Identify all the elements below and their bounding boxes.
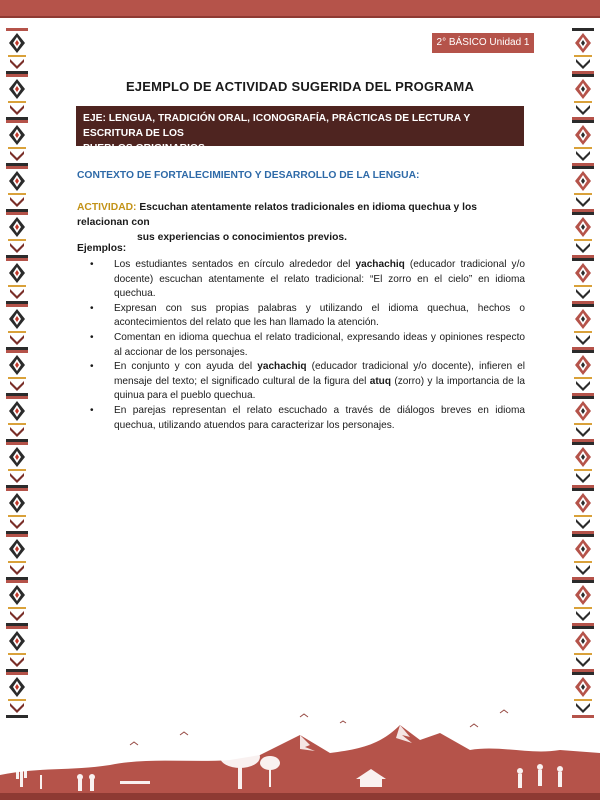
bottom-landscape-illustration <box>0 705 600 800</box>
ejemplos-list <box>77 258 525 433</box>
actividad-text-line-2: sus experiencias o conocimientos previos. <box>137 232 348 243</box>
item-text: En conjunto y con ayuda del <box>114 361 258 373</box>
actividad-label: ACTIVIDAD: <box>77 202 137 213</box>
item-text: Los estudiantes sentados en círculo alrededor del <box>114 259 356 270</box>
page-title: EJEMPLO DE ACTIVIDAD SUGERIDA DEL PROGRAMA <box>125 79 475 94</box>
item-bold-term: yachachiq <box>257 361 307 373</box>
item-text: (educador tradicional y/o docente) escuchan atentamente el relato tradicional: “El zorro en el cielo” en idioma quechua. <box>114 259 525 300</box>
item-text: Comentan en idioma quechua el relato tradicional, expresando ideas y opiniones respecto al accionar de los personajes. <box>114 331 525 358</box>
context-heading: CONTEXTO DE FORTALECIMIENTO Y DESARROLLO DE LA LENGUA: <box>77 170 420 181</box>
bullet-icon: • <box>90 259 94 270</box>
list-item <box>77 360 525 404</box>
bullet-icon: • <box>90 404 94 416</box>
item-text: En parejas representan el relato escuchado a través de diálogos breves en idioma quechua, utilizando atuendos para caracterizar los personajes. <box>114 404 525 431</box>
bullet-icon: • <box>90 331 94 343</box>
eje-box <box>76 106 524 154</box>
left-woven-border <box>6 28 28 718</box>
list-item <box>77 404 525 433</box>
eje-line-2: PUEBLOS ORIGINARIOS. <box>83 143 208 154</box>
bullet-icon: • <box>90 302 94 314</box>
item-bold-term: yachachiq <box>355 259 405 270</box>
list-item <box>77 302 525 331</box>
unit-badge: 2° BÁSICO Unidad 1 <box>432 33 534 53</box>
list-item <box>77 258 525 302</box>
item-text: (zorro) y la importancia de la quinua para el pueblo quechua. <box>114 375 525 402</box>
actividad-block <box>77 200 527 245</box>
item-text: (educador tradicional y/o docente), infieren el mensaje del texto; el significado cultural de la figura del <box>114 361 525 387</box>
item-text: Expresan con sus propias palabras y utilizando el idioma quechua, hechos o acontecimientos del relato que les han llamado la atención. <box>114 302 525 329</box>
item-bold-term: atuq <box>369 375 392 387</box>
actividad-text-line-1: Escuchan atentamente relatos tradicionales en idioma quechua y los relacionan con <box>77 202 477 228</box>
bullet-icon: • <box>90 361 94 373</box>
list-item <box>77 331 525 360</box>
ejemplos-label: Ejemplos: <box>77 243 127 254</box>
top-band <box>0 0 600 18</box>
right-woven-border <box>572 28 594 718</box>
eje-line-1: EJE: LENGUA, TRADICIÓN ORAL, ICONOGRAFÍA, PRÁCTICAS DE LECTURA Y ESCRITURA DE LOS <box>83 113 471 139</box>
